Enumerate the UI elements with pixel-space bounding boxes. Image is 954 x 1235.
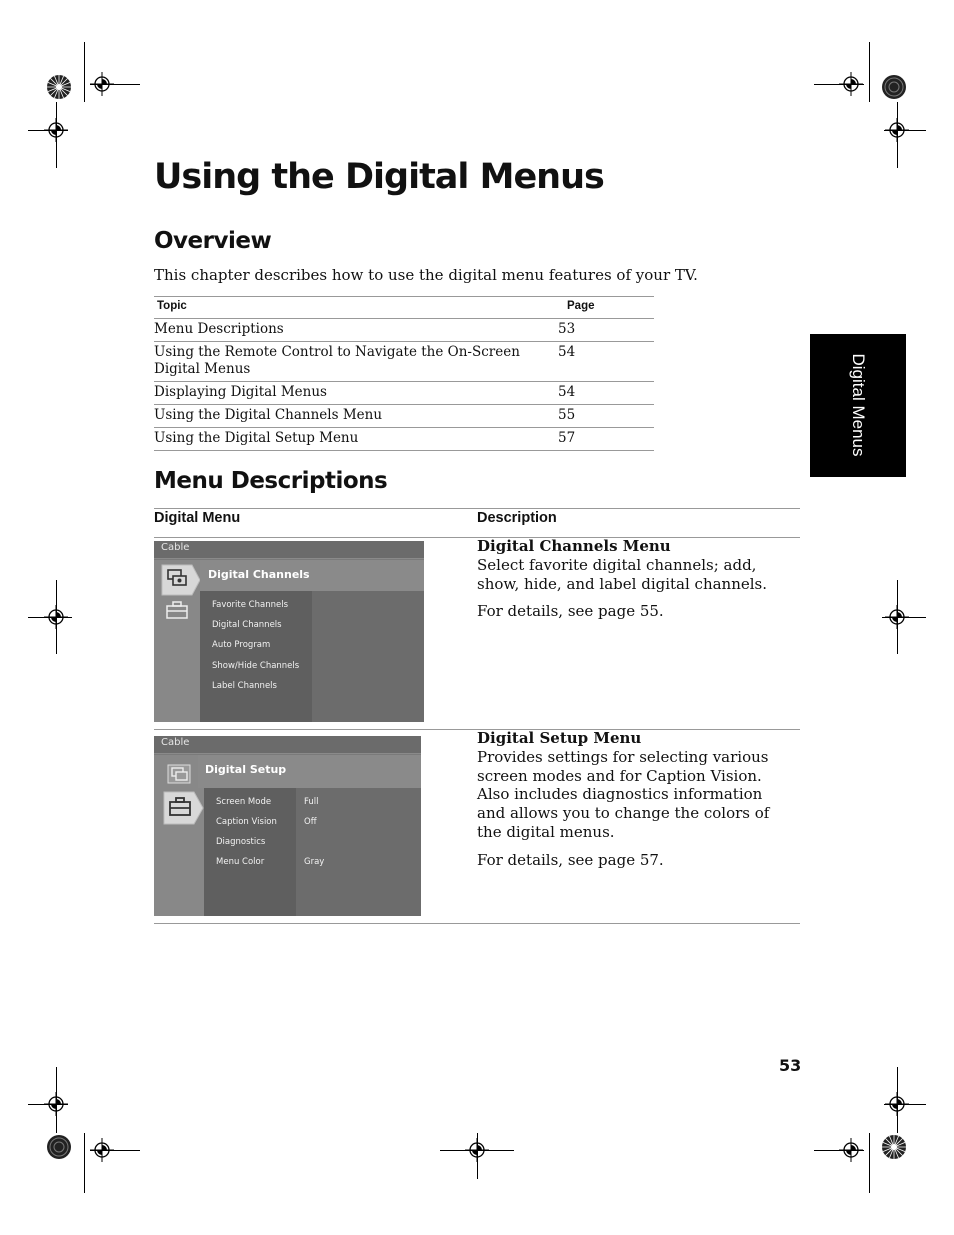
page-cell: 53: [558, 321, 576, 337]
registration-mark-icon: [44, 1092, 68, 1116]
menu-values-panel: [296, 788, 421, 916]
menu-item-label-channels: Label Channels: [212, 681, 277, 691]
overview-heading: Overview: [154, 228, 272, 254]
topic-cell: Menu Descriptions: [154, 321, 284, 337]
registration-mark-icon: [44, 605, 68, 629]
crop-line: [869, 42, 870, 102]
star-target-icon: [46, 74, 72, 100]
menu-descriptions-header: [154, 508, 800, 538]
page-cell: 54: [558, 384, 576, 400]
page-cell: 54: [558, 344, 576, 360]
page-title: Using the Digital Menus: [154, 157, 604, 197]
menu-title: Digital Channels: [208, 568, 310, 581]
chapter-side-tab-label: Digital Menus: [849, 353, 868, 457]
star-target-icon: [881, 1134, 907, 1160]
registration-mark-icon: [885, 1092, 909, 1116]
menu-item-menu-color: Menu Color: [216, 857, 265, 867]
registration-mark-icon: [90, 1138, 114, 1162]
digital-setup-menu-text: Provides settings for selecting various screen modes and for Caption Vision. Also includes diagnostics information and allows you to change the colors of the digital menus.: [477, 747, 770, 841]
registration-mark-icon: [839, 1138, 863, 1162]
registration-mark-icon: [90, 72, 114, 96]
menu-item-caption-vision: Caption Vision: [216, 817, 277, 827]
table-row: [154, 428, 654, 451]
menu-item-diagnostics: Diagnostics: [216, 837, 266, 847]
digital-channels-icon: [166, 763, 192, 789]
registration-mark-icon: [885, 605, 909, 629]
registration-mark-icon: [44, 118, 68, 142]
menu-item-digital-channels: Digital Channels: [212, 620, 282, 630]
row-divider: [154, 923, 800, 924]
source-label: Cable: [161, 542, 190, 553]
source-bar: [154, 736, 421, 754]
topic-cell: Using the Remote Control to Navigate the On-Screen Digital Menus: [154, 344, 520, 377]
table-row: [154, 319, 654, 342]
registration-mark-icon: [465, 1138, 489, 1162]
menu-values-panel: [312, 591, 424, 722]
menu-item-auto-program: Auto Program: [212, 640, 271, 650]
crop-line: [869, 1133, 870, 1193]
toolbox-icon: [160, 789, 204, 831]
table-row: [154, 382, 654, 405]
crop-line: [84, 1133, 85, 1193]
topic-table-header: [154, 296, 654, 319]
digital-setup-page-ref: For details, see page 57.: [477, 850, 664, 869]
overview-intro: This chapter describes how to use the digital menu features of your TV.: [154, 266, 698, 284]
digital-menu-column-header: Digital Menu: [154, 510, 241, 526]
menu-item-show-hide-channels: Show/Hide Channels: [212, 661, 300, 671]
page-column-header: Page: [567, 300, 595, 312]
menu-title-bar: [200, 560, 424, 591]
page-number: 53: [779, 1056, 802, 1075]
topic-cell: Using the Digital Setup Menu: [154, 430, 359, 446]
digital-channels-menu-text: Select favorite digital channels; add, show, hide, and label digital channels.: [477, 555, 768, 593]
source-label: Cable: [161, 737, 190, 748]
star-target-icon: [46, 1134, 72, 1160]
caption-vision-value: Off: [304, 817, 317, 827]
table-row: [154, 405, 654, 428]
menu-items-panel: [204, 788, 296, 916]
topic-table: [154, 296, 654, 451]
digital-channels-page-ref: For details, see page 55.: [477, 602, 664, 621]
topic-cell: Using the Digital Channels Menu: [154, 407, 383, 423]
menu-color-value: Gray: [304, 857, 325, 867]
digital-channels-icon: [158, 561, 200, 603]
topic-column-header: Topic: [157, 300, 187, 312]
source-bar: [154, 541, 424, 559]
page-cell: 55: [558, 407, 576, 423]
crop-line: [84, 42, 85, 102]
registration-mark-icon: [839, 72, 863, 96]
menu-title: Digital Setup: [205, 763, 287, 776]
digital-setup-description: [477, 729, 795, 870]
menu-items-panel: [200, 591, 312, 722]
menu-title-bar: [198, 755, 421, 788]
toolbox-icon: [166, 601, 188, 623]
table-row: [154, 342, 654, 382]
page-cell: 57: [558, 430, 576, 446]
digital-channels-menu-title: Digital Channels Menu: [477, 537, 671, 555]
description-column-header: Description: [477, 510, 557, 526]
topic-cell: Displaying Digital Menus: [154, 384, 327, 400]
registration-mark-icon: [885, 118, 909, 142]
menu-item-screen-mode: Screen Mode: [216, 797, 272, 807]
chapter-side-tab: [810, 334, 906, 477]
digital-setup-screenshot: [154, 736, 421, 916]
digital-channels-description: [477, 537, 795, 621]
menu-item-favorite-channels: Favorite Channels: [212, 600, 288, 610]
screen-mode-value: Full: [304, 797, 319, 807]
star-target-icon: [881, 74, 907, 100]
menu-descriptions-heading: Menu Descriptions: [154, 468, 388, 494]
digital-setup-menu-title: Digital Setup Menu: [477, 729, 642, 747]
digital-channels-screenshot: [154, 541, 424, 722]
